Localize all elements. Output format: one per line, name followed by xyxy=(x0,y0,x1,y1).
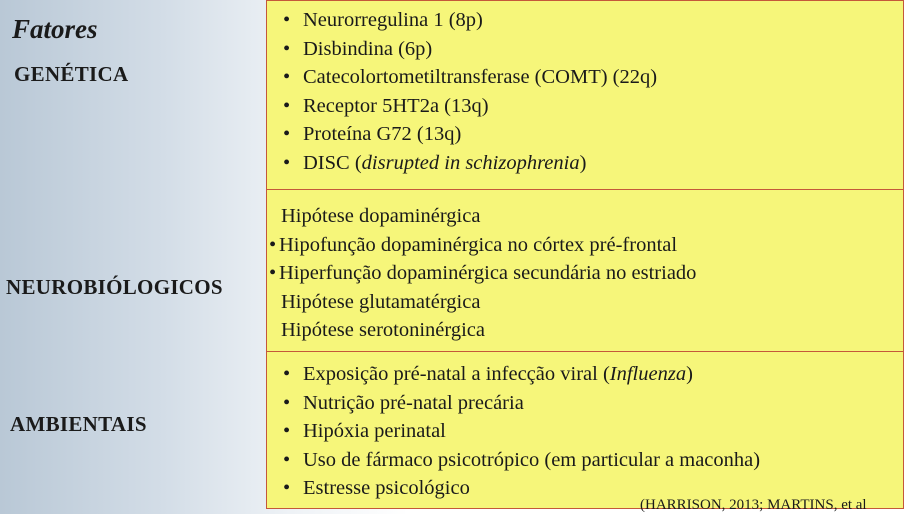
bullet-icon: • xyxy=(283,94,291,117)
bullet-icon: • xyxy=(283,448,291,471)
list-item: • Neurorregulina 1 (8p) xyxy=(267,6,903,35)
bullet-icon: • xyxy=(283,477,291,499)
bullet-icon: • xyxy=(269,233,277,256)
genetica-box xyxy=(266,0,904,190)
bullet-icon: • xyxy=(283,66,291,88)
page-title: Fatores xyxy=(12,14,98,44)
bullet-icon: • xyxy=(283,123,291,145)
bullet-icon: • xyxy=(269,262,277,284)
list-item: • Uso de fármaco psicotrópico (em particular a maconha) xyxy=(267,446,903,475)
bullet-icon: • xyxy=(283,391,291,414)
ambientais-list xyxy=(267,352,903,503)
citation: (HARRISON, 2013; MARTINS, et al xyxy=(640,497,867,513)
list-item: • DISC (disrupted in schizophrenia) xyxy=(267,149,903,178)
list-item: • Proteína G72 (13q) xyxy=(267,120,903,149)
bullet-icon: • xyxy=(283,37,291,60)
list-item: Hipótese dopaminérgica xyxy=(281,205,481,227)
list-item: • Catecolortometiltransferase (COMT) (22q) xyxy=(267,63,903,92)
list-item: Hipótese glutamatérgica xyxy=(281,290,481,313)
list-item: • Receptor 5HT2a (13q) xyxy=(267,92,903,121)
list-item: Hipótese serotoninérgica xyxy=(281,319,485,341)
bullet-icon: • xyxy=(283,151,291,174)
list-item: • Disbindina (6p) xyxy=(267,35,903,64)
list-item: • Nutrição pré-natal precária xyxy=(267,389,903,418)
label-genetica: GENÉTICA xyxy=(14,62,129,86)
neurobiologicos-list xyxy=(267,190,903,345)
label-neurobiologicos: NEUROBIÓLOGICOS xyxy=(6,275,223,299)
bullet-icon: • xyxy=(283,363,291,385)
ambientais-box xyxy=(266,351,904,509)
genetica-list xyxy=(267,1,903,177)
list-item: • Estresse psicológico xyxy=(267,474,903,503)
bullet-icon: • xyxy=(283,9,291,31)
label-ambientais: AMBIENTAIS xyxy=(10,412,147,436)
list-item: • Exposição pré-natal a infecção viral (Influenza) xyxy=(267,360,903,389)
list-item: • Hipóxia perinatal xyxy=(267,417,903,446)
list-item: • Hiperfunção dopaminérgica secundária no estriado xyxy=(267,259,903,288)
bullet-icon: • xyxy=(283,420,291,442)
neurobiologicos-box xyxy=(266,189,904,352)
list-item: • Hipofunção dopaminérgica no córtex pré-frontal xyxy=(267,231,903,260)
